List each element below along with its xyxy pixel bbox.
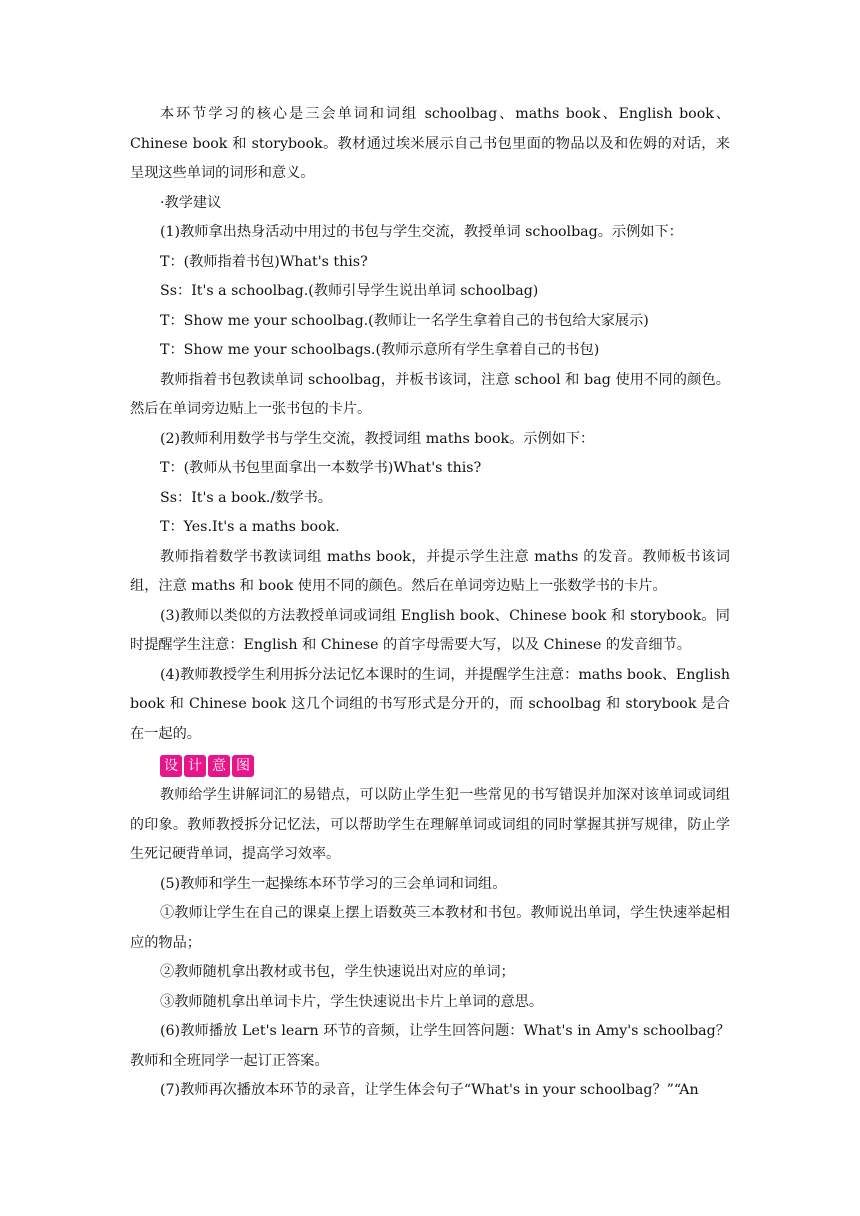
dialogue-line: Ss：It's a schoolbag.(教师引导学生说出单词 schoolbag) bbox=[160, 283, 539, 299]
dialogue-line: T：Show me your schoolbags.(教师示意所有学生拿着自己的书包) bbox=[160, 342, 600, 358]
badge-char: 意 bbox=[208, 755, 230, 777]
paragraph: (3)教师以类似的方法教授单词或词组 English book、Chinese book 和 storybook。同时提醒学生注意：English 和 Chinese 的首字母需要大写，以及 Chinese 的发音细节。 bbox=[130, 607, 730, 653]
dialogue-line: T：(教师从书包里面拿出一本数学书)What's this? bbox=[160, 460, 482, 476]
paragraph: (4)教师教授学生利用拆分法记忆本课时的生词，并提醒学生注意：maths book、English book 和 Chinese book 这几个词组的书写形式是分开的，而 schoolbag 和 storybook 是合在一起的。 bbox=[130, 666, 730, 742]
dialogue-line: T：(教师指着书包)What's this? bbox=[160, 253, 368, 270]
paragraph: ②教师随机拿出教材或书包，学生快速说出对应的单词； bbox=[160, 964, 515, 980]
paragraph: (1)教师拿出热身活动中用过的书包与学生交流，教授单词 schoolbag。示例如下： bbox=[160, 224, 683, 240]
dialogue-line: T：Yes.It's a maths book. bbox=[160, 519, 340, 535]
dialogue-line: Ss：It's a book./数学书。 bbox=[160, 489, 332, 506]
paragraph: 教师指着数学书教读词组 maths book，并提示学生注意 maths 的发音。教师板书该词组，注意 maths 和 book 使用不同的颜色。然后在单词旁边贴上一张数学书的卡片。 bbox=[130, 548, 730, 594]
paragraph: ③教师随机拿出单词卡片，学生快速说出卡片上单词的意思。 bbox=[160, 993, 544, 1010]
paragraph: ①教师让学生在自己的课桌上摆上语数英三本教材和书包。教师说出单词，学生快速举起相应的物品； bbox=[130, 905, 730, 951]
design-intent-badge bbox=[160, 755, 730, 777]
section-heading: ·教学建议 bbox=[160, 194, 222, 211]
badge-char: 图 bbox=[232, 755, 254, 777]
badge-char: 设 bbox=[160, 755, 182, 777]
design-intent-text: 教师给学生讲解词汇的易错点，可以防止学生犯一些常见的书写错误并加深对该单词或词组的印象。教师教授拆分记忆法，可以帮助学生在理解单词或词组的同时掌握其拼写规律，防止学生死记硬背单词，提高学习效率。 bbox=[130, 787, 730, 862]
paragraph: (7)教师再次播放本环节的录音，让学生体会句子“What's in your schoolbag？”“An bbox=[160, 1082, 699, 1098]
paragraph: (5)教师和学生一起操练本环节学习的三会单词和词组。 bbox=[160, 875, 507, 892]
paragraph: 本环节学习的核心是三会单词和词组 schoolbag、maths book、English book、Chinese book 和 storybook。教材通过埃米展示自己书包里面的物品以及和佐姆的对话，来呈现这些单词的词形和意义。 bbox=[130, 106, 730, 181]
paragraph: (2)教师利用数学书与学生交流，教授词组 maths book。示例如下： bbox=[160, 430, 595, 447]
dialogue-line: T：Show me your schoolbag.(教师让一名学生拿着自己的书包给大家展示) bbox=[160, 312, 649, 329]
badge-char: 计 bbox=[184, 755, 206, 777]
paragraph: (6)教师播放 Let's learn 环节的音频，让学生回答问题：What's in Amy's schoolbag？教师和全班同学一起订正答案。 bbox=[130, 1023, 730, 1069]
paragraph: 教师指着书包教读单词 schoolbag，并板书该词，注意 school 和 bag 使用不同的颜色。然后在单词旁边贴上一张书包的卡片。 bbox=[130, 371, 730, 417]
